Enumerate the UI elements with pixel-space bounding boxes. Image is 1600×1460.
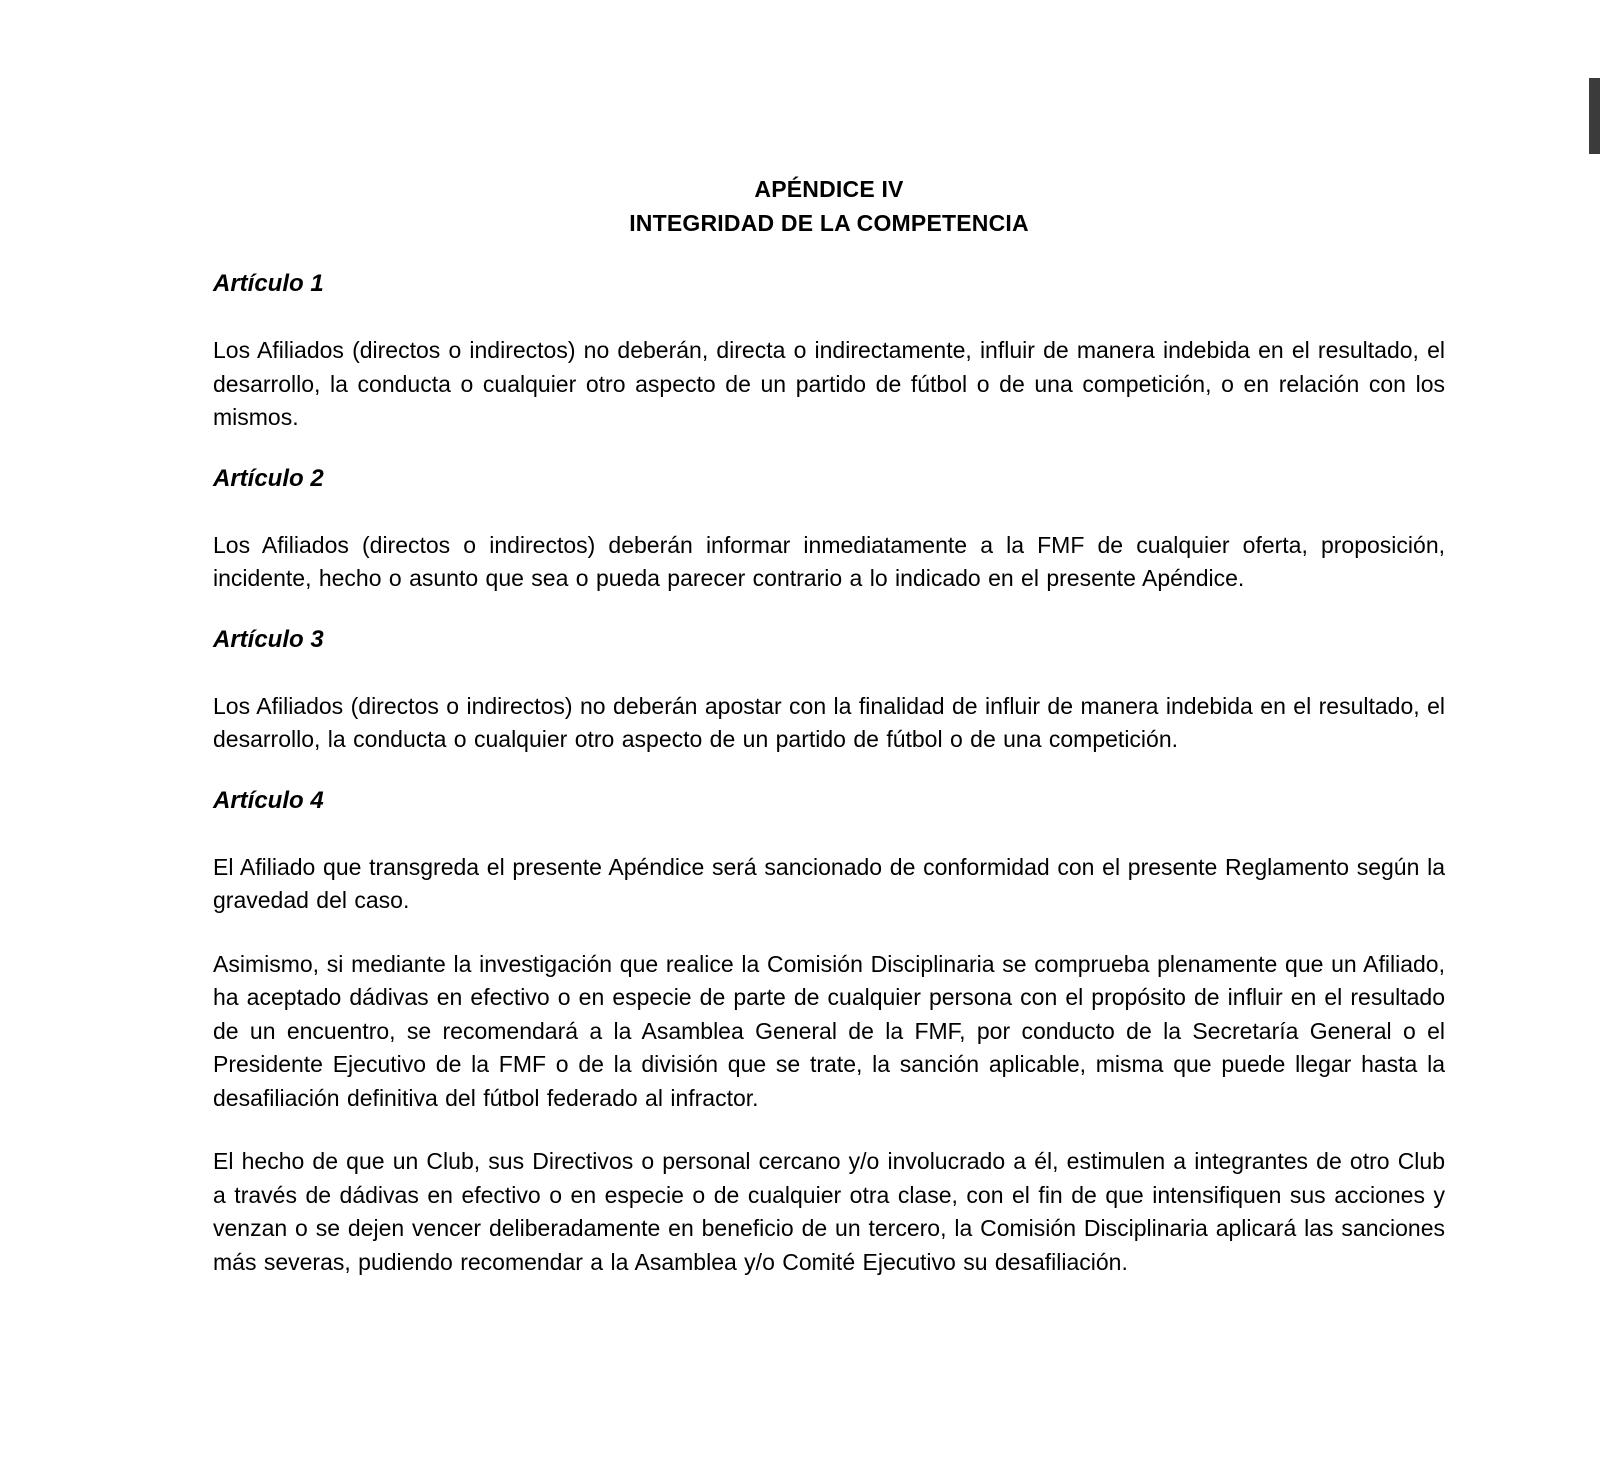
- scrollbar-thumb[interactable]: [1589, 78, 1600, 154]
- article-4-paragraph-1: El Afiliado que transgreda el presente Apéndice será sancionado de conformidad con el presente Reglamento según la gravedad del caso.: [213, 853, 1445, 913]
- article-2-heading: Artículo 2: [213, 464, 324, 492]
- article-1-heading: Artículo 1: [213, 270, 324, 297]
- article-3-paragraph-1: Los Afiliados (directos o indirectos) no deberán apostar con la finalidad de influir de manera indebida en el resultado, el desarrollo, la conducta o cualquier otro aspecto de un partido de fútbol o de una competición.: [213, 692, 1445, 752]
- document-title: [213, 0, 1445, 240]
- article-2-paragraph-1: Los Afiliados (directos o indirectos) deberán informar inmediatamente a la FMF de cualquier oferta, proposición, incidente, hecho o asunto que sea o pueda parecer contrario a lo indicado en el presente Apéndice.: [213, 531, 1445, 591]
- article-4-heading: Artículo 4: [213, 786, 324, 814]
- title-line-2: INTEGRIDAD DE LA COMPETENCIA: [629, 210, 1029, 236]
- article-3-heading: Artículo 3: [213, 625, 324, 653]
- article-4-paragraph-3: El hecho de que un Club, sus Directivos o personal cercano y/o involucrado a él, estimulen a integrantes de otro Club a través de dádivas en efectivo o en especie o de cualquier otra clase, con el fin de que intensifiquen sus acciones y venzan o se dejen vencer deliberadamente en beneficio de un tercero, la Comisión Disciplinaria aplicará las sanciones más severas, pudiendo recomendar a la Asamblea y/o Comité Ejecutivo su desafiliación.: [213, 1148, 1445, 1275]
- article-4-paragraph-2: Asimismo, si mediante la investigación que realice la Comisión Disciplinaria se comprueba plenamente que un Afiliado, ha aceptado dádivas en efectivo o en especie de parte de cualquier persona con el propósito de influir en el resultado de un encuentro, se recomendará a la Asamblea General de la FMF, por conducto de la Secretaría General o el Presidente Ejecutivo de la FMF o de la división que se trate, la sanción aplicable, misma que puede llegar hasta la desafiliación definitiva del fútbol federado al infractor.: [213, 950, 1445, 1111]
- article-1-paragraph-1: Los Afiliados (directos o indirectos) no deberán, directa o indirectamente, influir de manera indebida en el resultado, el desarrollo, la conducta o cualquier otro aspecto de un partido de fútbol o de una competición, o en relación con los mismos.: [213, 337, 1445, 430]
- title-line-1: APÉNDICE IV: [754, 176, 904, 202]
- document-content: [213, 0, 1445, 1279]
